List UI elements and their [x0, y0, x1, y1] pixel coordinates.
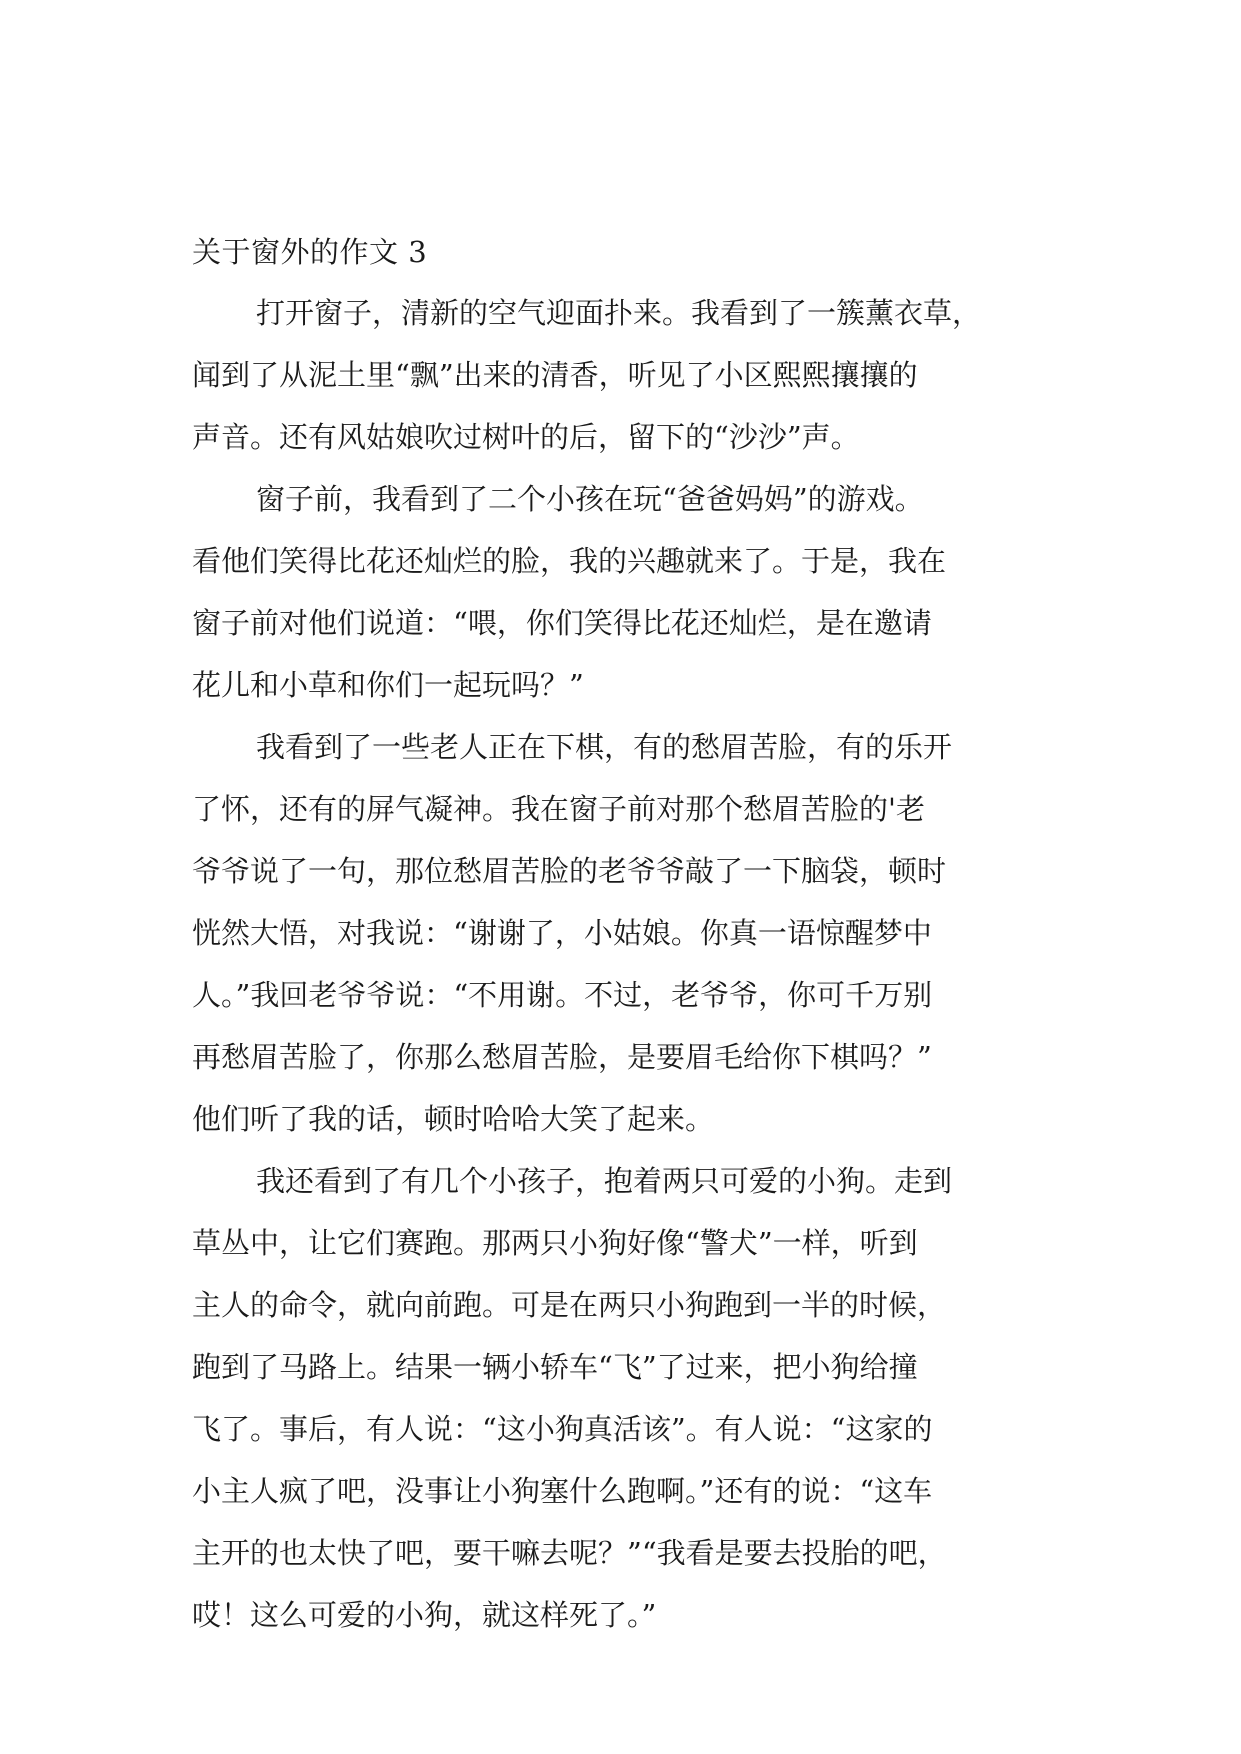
- text-line: 跑到了马路上。结果一辆小轿车“飞”了过来，把小狗给撞: [192, 1350, 918, 1384]
- text-line: 飞了。事后，有人说：“这小狗真活该”。有人说：“这家的: [192, 1412, 933, 1446]
- text-line: 闻到了从泥土里“飘”出来的清香，听见了小区熙熙攘攘的: [192, 358, 918, 392]
- text-line: 看他们笑得比花还灿烂的脸，我的兴趣就来了。于是，我在: [192, 544, 947, 578]
- text-line: 我看到了一些老人正在下棋，有的愁眉苦脸，有的乐开: [256, 730, 953, 764]
- text-line: 打开窗子，清新的空气迎面扑来。我看到了一簇薰衣草，: [256, 296, 982, 330]
- text-line: 了怀，还有的屏气凝神。我在窗子前对那个愁眉苦脸的'老: [192, 792, 925, 826]
- document-title: 关于窗外的作文 3: [192, 235, 428, 269]
- text-line: 窗子前，我看到了二个小孩在玩“爸爸妈妈”的游戏。: [256, 482, 924, 516]
- text-line: 主人的命令，就向前跑。可是在两只小狗跑到一半的时候，: [192, 1288, 947, 1322]
- text-line: 窗子前对他们说道：“喂，你们笑得比花还灿烂，是在邀请: [192, 606, 932, 640]
- text-line: 哎！这么可爱的小狗，就这样死了。”: [192, 1598, 657, 1632]
- text-line: 他们听了我的话，顿时哈哈大笑了起来。: [192, 1102, 715, 1136]
- document-page: [192, 222, 1052, 1646]
- text-line: 爷爷说了一句，那位愁眉苦脸的老爷爷敲了一下脑袋，顿时: [192, 854, 947, 888]
- text-line: 草丛中，让它们赛跑。那两只小狗好像“警犬”一样，听到: [192, 1226, 918, 1260]
- text-line: 恍然大悟，对我说：“谢谢了，小姑娘。你真一语惊醒梦中: [192, 916, 932, 950]
- text-line: 再愁眉苦脸了，你那么愁眉苦脸，是要眉毛给你下棋吗？”: [192, 1040, 932, 1074]
- text-line: 主开的也太快了吧，要干嘛去呢？”“我看是要去投胎的吧，: [192, 1536, 947, 1570]
- text-line: 小主人疯了吧，没事让小狗塞什么跑啊。”还有的说：“这车: [192, 1474, 933, 1508]
- text-line: 声音。还有风姑娘吹过树叶的后，留下的“沙沙”声。: [192, 420, 860, 454]
- text-line: 我还看到了有几个小孩子，抱着两只可爱的小狗。走到: [256, 1164, 953, 1198]
- text-line: 人。”我回老爷爷说：“不用谢。不过，老爷爷，你可千万别: [192, 978, 933, 1012]
- text-line: 花儿和小草和你们一起玩吗？”: [192, 668, 584, 702]
